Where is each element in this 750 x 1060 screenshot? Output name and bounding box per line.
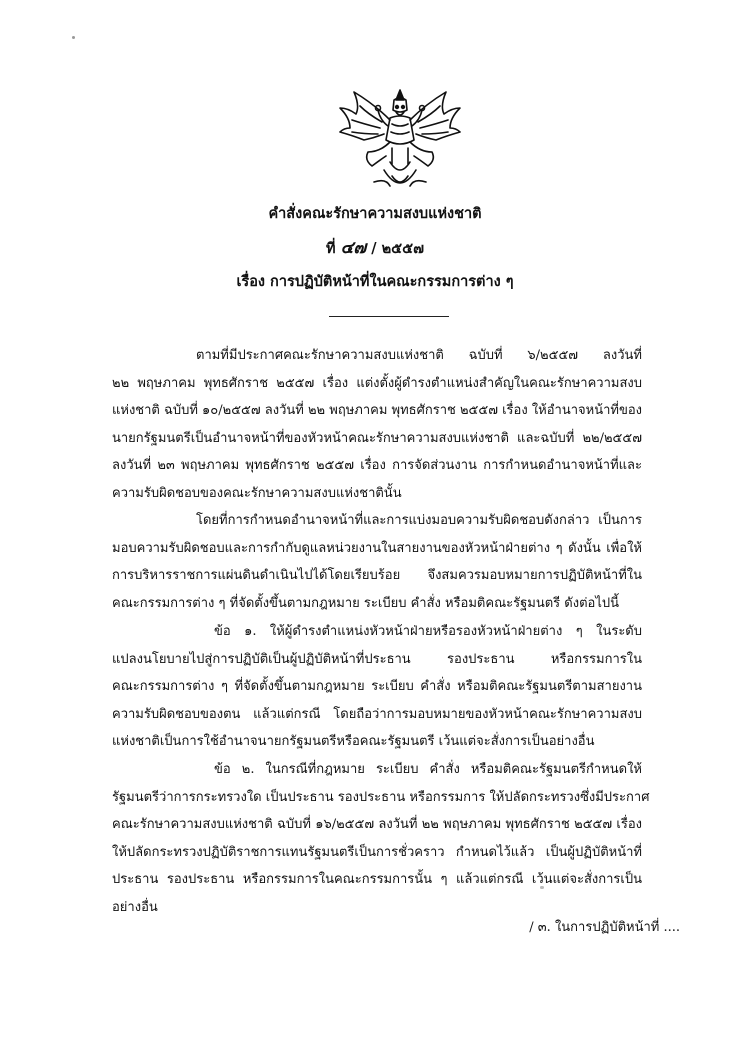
- paragraph-line: คณะกรรมการต่าง ๆ ที่จัดตั้งขึ้นตามกฎหมาย ระเบียบ คำสั่ง หรือมติคณะรัฐมนตรีตามสายงาน: [112, 679, 642, 694]
- paragraph-line: แห่งชาติ ฉบับที่ ๑๐/๒๕๕๗ ลงวันที่ ๒๒ พฤษภาคม พุทธศักราช ๒๕๕๗ เรื่อง ให้อำนาจหน้าที่ของ: [112, 403, 643, 418]
- order-title: คำสั่งคณะรักษาความสงบแห่งชาติ: [268, 205, 482, 222]
- paragraph-line: แปลงนโยบายไปสู่การปฏิบัติเป็นผู้ปฏิบัติหน้าที่ประธาน รองประธาน หรือกรรมการใน: [112, 651, 642, 667]
- paragraph-1: [112, 342, 642, 507]
- paragraph-line: รัฐมนตรีว่าการกระทรวงใด เป็นประธาน รองประธาน หรือกรรมการ ให้ปลัดกระทรวงซึ่งมีประกาศ: [112, 789, 650, 805]
- paragraph-2: [112, 507, 642, 617]
- scan-speck: [72, 36, 75, 39]
- paragraph-line: ความรับผิดชอบของคณะรักษาความสงบแห่งชาตินั้น: [112, 485, 402, 501]
- paragraph-line: ความรับผิดชอบของตน แล้วแต่กรณี โดยถือว่าการมอบหมายของหัวหน้าคณะรักษาความสงบ: [112, 706, 642, 722]
- title-divider: [329, 316, 449, 317]
- number-handwritten: ๔๗: [340, 238, 367, 258]
- paragraph-line: ลงวันที่ ๒๓ พฤษภาคม พุทธศักราช ๒๕๕๗ เรื่อง การจัดส่วนงาน การกำหนดอำนาจหน้าที่และ: [112, 458, 642, 473]
- paragraph-clause-2: [112, 756, 650, 921]
- number-prefix: ที่: [325, 240, 336, 257]
- paragraph-line: คณะกรรมการต่าง ๆ ที่จัดตั้งขึ้นตามกฎหมาย ระเบียบ คำสั่ง หรือมติคณะรัฐมนตรี ดังต่อไปนี้: [112, 595, 619, 611]
- garuda-emblem: [334, 86, 466, 198]
- paragraph-line: ให้ปลัดกระทรวงปฏิบัติราชการแทนรัฐมนตรีเป็นการชั่วคราว กำหนดไว้แล้ว เป็นผู้ปฏิบัติหน้าที่: [112, 844, 642, 860]
- number-year: / ๒๕๕๗: [371, 240, 425, 257]
- paragraph-line: ข้อ ๒. ในกรณีที่กฎหมาย ระเบียบ คำสั่ง หรือมติคณะรัฐมนตรีกำหนดให้: [214, 762, 642, 777]
- paragraph-line: ๒๒ พฤษภาคม พุทธศักราช ๒๕๕๗ เรื่อง แต่งตั้งผู้ดำรงตำแหน่งสำคัญในคณะรักษาความสงบ: [112, 375, 642, 391]
- paragraph-line: การบริหารราชการแผ่นดินดำเนินไปได้โดยเรียบร้อย จึงสมควรมอบหมายการปฏิบัติหน้าที่ใน: [112, 568, 642, 583]
- paragraph-line: อย่างอื่น: [112, 899, 158, 915]
- continuation-footer: / ๓. ในการปฏิบัติหน้าที่ ....: [529, 920, 680, 935]
- paragraph-line: คณะรักษาความสงบแห่งชาติ ฉบับที่ ๑๖/๒๕๕๗ ลงวันที่ ๒๒ พฤษภาคม พุทธศักราช ๒๕๕๗ เรื่อง: [112, 817, 642, 832]
- paragraph-line: โดยที่การกำหนดอำนาจหน้าที่และการแบ่งมอบความรับผิดชอบดังกล่าว เป็นการ: [196, 513, 642, 528]
- paragraph-line: นายกรัฐมนตรีเป็นอำนาจหน้าที่ของหัวหน้าคณะรักษาความสงบแห่งชาติ และฉบับที่ ๒๒/๒๕๕๗: [112, 430, 642, 446]
- paragraph-line: มอบความรับผิดชอบและการกำกับดูแลหน่วยงานในสายงานของหัวหน้าฝ่ายต่าง ๆ ดังนั้น เพื่อให้: [112, 540, 642, 556]
- paragraph-line: ข้อ ๑. ให้ผู้ดำรงตำแหน่งหัวหน้าฝ่ายหรือรองหัวหน้าฝ่ายต่าง ๆ ในระดับ: [214, 624, 642, 639]
- order-subject: เรื่อง การปฏิบัติหน้าที่ในคณะกรรมการต่าง ๆ: [236, 273, 514, 290]
- paragraph-line: ประธาน รองประธาน หรือกรรมการในคณะกรรมการนั้น ๆ แล้วแต่กรณี เว้นแต่จะสั่งการเป็น: [112, 872, 642, 887]
- paragraph-line: ตามที่มีประกาศคณะรักษาความสงบแห่งชาติ ฉบับที่ ๖/๒๕๕๗ ลงวันที่: [196, 348, 642, 363]
- paragraph-clause-1: [112, 618, 642, 756]
- order-number: [0, 234, 750, 261]
- paragraph-line: แห่งชาติเป็นการใช้อำนาจนายกรัฐมนตรีหรือคณะรัฐมนตรี เว้นแต่จะสั่งการเป็นอย่างอื่น: [112, 734, 595, 749]
